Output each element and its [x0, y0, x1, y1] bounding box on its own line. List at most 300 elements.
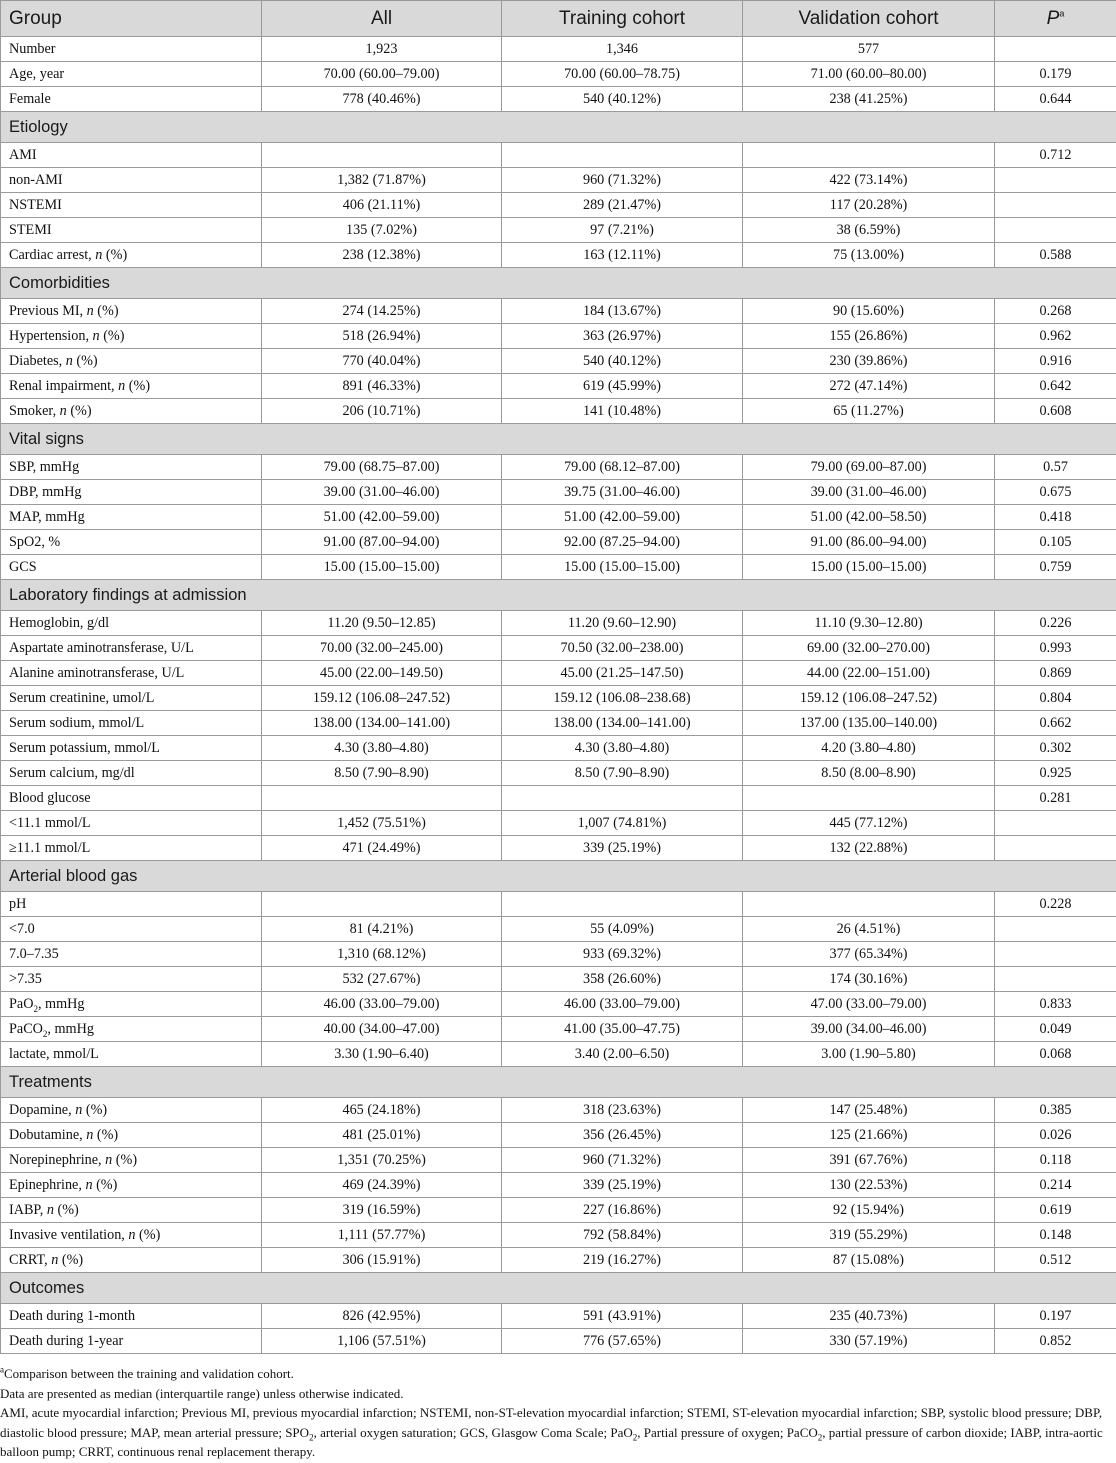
table-row	[1, 143, 1116, 168]
section-label: Treatments	[1, 1067, 1116, 1098]
col-header-all: All	[262, 1, 502, 37]
table-row	[1, 555, 1116, 580]
table-row	[1, 87, 1116, 112]
row-label-text: Invasive ventilation,	[9, 1226, 129, 1243]
col-header-p	[995, 1, 1116, 37]
row-label	[1, 1148, 262, 1173]
cell-validation: 69.00 (32.00–270.00)	[743, 636, 995, 661]
cell-training: 45.00 (21.25–147.50)	[502, 661, 743, 686]
cell-all: 39.00 (31.00–46.00)	[262, 480, 502, 505]
cell-all: 40.00 (34.00–47.00)	[262, 1017, 502, 1042]
row-label	[1, 1123, 262, 1148]
row-label-italic: n	[118, 377, 126, 394]
row-label-text: Age, year	[9, 65, 65, 82]
row-label	[1, 37, 262, 62]
row-label	[1, 992, 262, 1017]
row-label-text: pH	[9, 895, 27, 912]
table-row	[1, 892, 1116, 917]
row-label	[1, 455, 262, 480]
row-label-text: Hypertension,	[9, 327, 93, 344]
row-label-italic: n	[86, 302, 94, 319]
table-row	[1, 711, 1116, 736]
row-label-suffix: (%)	[53, 1201, 79, 1218]
cell-validation: 26 (4.51%)	[743, 917, 995, 942]
row-label-text: Aspartate aminotransferase, U/L	[9, 639, 194, 656]
cell-p: 0.993	[995, 636, 1116, 661]
cell-validation: 11.10 (9.30–12.80)	[743, 611, 995, 636]
cell-training: 15.00 (15.00–15.00)	[502, 555, 743, 580]
cell-validation: 137.00 (135.00–140.00)	[743, 711, 995, 736]
table-row	[1, 324, 1116, 349]
cell-training: 339 (25.19%)	[502, 836, 743, 861]
cell-training: 227 (16.86%)	[502, 1198, 743, 1223]
section-header-row	[1, 424, 1116, 455]
row-label-italic: n	[105, 1151, 113, 1168]
row-label-text: Serum sodium, mmol/L	[9, 714, 145, 731]
row-label	[1, 836, 262, 861]
cell-p: 0.962	[995, 324, 1116, 349]
row-label-italic: n	[75, 1101, 83, 1118]
table-row	[1, 505, 1116, 530]
section-header-row	[1, 112, 1116, 143]
row-label-text: Serum creatinine, umol/L	[9, 689, 155, 706]
cell-training: 11.20 (9.60–12.90)	[502, 611, 743, 636]
row-label-text: PaO	[9, 995, 34, 1012]
cell-validation: 445 (77.12%)	[743, 811, 995, 836]
table-row	[1, 1098, 1116, 1123]
cell-validation: 38 (6.59%)	[743, 218, 995, 243]
row-label	[1, 62, 262, 87]
section-header-row	[1, 1273, 1116, 1304]
row-label	[1, 243, 262, 268]
cell-training: 46.00 (33.00–79.00)	[502, 992, 743, 1017]
cell-all: 532 (27.67%)	[262, 967, 502, 992]
cell-all: 319 (16.59%)	[262, 1198, 502, 1223]
row-label-text: Serum potassium, mmol/L	[9, 739, 160, 756]
table-row	[1, 218, 1116, 243]
row-label-text: <11.1 mmol/L	[9, 814, 91, 831]
cell-training: 141 (10.48%)	[502, 399, 743, 424]
abbr-text: , Partial pressure of oxygen; PaCO	[637, 1424, 818, 1440]
cell-all: 1,351 (70.25%)	[262, 1148, 502, 1173]
cell-p: 0.385	[995, 1098, 1116, 1123]
section-header-row	[1, 1067, 1116, 1098]
cell-validation: 235 (40.73%)	[743, 1304, 995, 1329]
cell-all: 51.00 (42.00–59.00)	[262, 505, 502, 530]
abbr-text: AMI, acute myocardial infarction; Previous MI, previous myocardial infarction; NSTEMI, non-ST-elevation myocardial infarction; STEMI, ST-elevation myocardial infarction; SBP, systolic blood pressure; DBP, diastolic blood pressure; MAP, mean arterial pressure; SPO	[0, 1405, 1103, 1440]
cell-validation: 330 (57.19%)	[743, 1329, 995, 1354]
cell-all: 1,111 (57.77%)	[262, 1223, 502, 1248]
row-label	[1, 87, 262, 112]
cell-p: 0.105	[995, 530, 1116, 555]
cell-p: 0.804	[995, 686, 1116, 711]
cell-p: 0.118	[995, 1148, 1116, 1173]
cell-training: 540 (40.12%)	[502, 87, 743, 112]
cell-validation	[743, 892, 995, 917]
cell-training: 1,346	[502, 37, 743, 62]
row-label-suffix: (%)	[99, 327, 125, 344]
table-row	[1, 736, 1116, 761]
cell-all: 138.00 (134.00–141.00)	[262, 711, 502, 736]
cell-p: 0.148	[995, 1223, 1116, 1248]
table-row	[1, 1304, 1116, 1329]
row-label-suffix: , mmHg	[37, 995, 85, 1012]
cell-training: 339 (25.19%)	[502, 1173, 743, 1198]
cell-training	[502, 892, 743, 917]
cell-all: 481 (25.01%)	[262, 1123, 502, 1148]
row-label-text: Epinephrine,	[9, 1176, 86, 1193]
cell-p: 0.302	[995, 736, 1116, 761]
row-label-suffix: , mmHg	[47, 1020, 94, 1037]
cell-p: 0.281	[995, 786, 1116, 811]
row-label-italic: n	[59, 402, 67, 419]
row-label-italic: n	[95, 246, 103, 263]
cell-all: 159.12 (106.08–247.52)	[262, 686, 502, 711]
cell-all: 8.50 (7.90–8.90)	[262, 761, 502, 786]
cell-validation: 15.00 (15.00–15.00)	[743, 555, 995, 580]
cell-p: 0.869	[995, 661, 1116, 686]
table-row	[1, 786, 1116, 811]
row-label-text: GCS	[9, 558, 37, 575]
cell-all: 1,923	[262, 37, 502, 62]
section-label: Vital signs	[1, 424, 1116, 455]
row-label	[1, 661, 262, 686]
cell-all: 469 (24.39%)	[262, 1173, 502, 1198]
cell-p: 0.644	[995, 87, 1116, 112]
row-label-text: MAP, mmHg	[9, 508, 85, 525]
cell-all: 79.00 (68.75–87.00)	[262, 455, 502, 480]
row-label	[1, 1304, 262, 1329]
cell-validation: 71.00 (60.00–80.00)	[743, 62, 995, 87]
table-footnotes	[0, 1364, 1110, 1462]
cell-validation	[743, 143, 995, 168]
row-label-suffix: (%)	[82, 1101, 108, 1118]
row-label-italic: n	[85, 1176, 93, 1193]
cell-training: 933 (69.32%)	[502, 942, 743, 967]
table-row	[1, 1173, 1116, 1198]
cell-all	[262, 143, 502, 168]
cell-training: 356 (26.45%)	[502, 1123, 743, 1148]
row-label-text: Female	[9, 90, 51, 107]
cell-p	[995, 218, 1116, 243]
cell-training: 960 (71.32%)	[502, 168, 743, 193]
cell-all: 1,310 (68.12%)	[262, 942, 502, 967]
cell-validation: 159.12 (106.08–247.52)	[743, 686, 995, 711]
row-label-text: AMI	[9, 146, 37, 163]
cell-all: 46.00 (33.00–79.00)	[262, 992, 502, 1017]
row-label-text: Blood glucose	[9, 789, 91, 806]
cell-validation: 577	[743, 37, 995, 62]
cell-training: 41.00 (35.00–47.75)	[502, 1017, 743, 1042]
cell-validation: 79.00 (69.00–87.00)	[743, 455, 995, 480]
abbr-text: , arterial oxygen saturation; GCS, Glasgow Coma Scale; PaO	[313, 1424, 633, 1440]
table-row	[1, 37, 1116, 62]
cell-training: 1,007 (74.81%)	[502, 811, 743, 836]
footnote-a	[0, 1364, 1110, 1384]
cell-training: 289 (21.47%)	[502, 193, 743, 218]
p-symbol: P	[1046, 7, 1060, 29]
header-row	[1, 1, 1116, 37]
row-label-text: Death during 1-year	[9, 1332, 124, 1349]
cell-all: 3.30 (1.90–6.40)	[262, 1042, 502, 1067]
cell-p	[995, 811, 1116, 836]
col-header-validation: Validation cohort	[743, 1, 995, 37]
cell-all: 135 (7.02%)	[262, 218, 502, 243]
cell-validation: 8.50 (8.00–8.90)	[743, 761, 995, 786]
cell-p: 0.852	[995, 1329, 1116, 1354]
row-label-text: Cardiac arrest,	[9, 246, 96, 263]
cell-training: 619 (45.99%)	[502, 374, 743, 399]
cell-training: 70.50 (32.00–238.00)	[502, 636, 743, 661]
cell-p	[995, 967, 1116, 992]
table-row	[1, 636, 1116, 661]
cell-validation: 422 (73.14%)	[743, 168, 995, 193]
table-row	[1, 967, 1116, 992]
row-label-text: Diabetes,	[9, 352, 66, 369]
cell-p: 0.228	[995, 892, 1116, 917]
table-row	[1, 611, 1116, 636]
cell-all: 306 (15.91%)	[262, 1248, 502, 1273]
row-label-text: Renal impairment,	[9, 377, 119, 394]
row-label	[1, 299, 262, 324]
table-row	[1, 661, 1116, 686]
row-label	[1, 711, 262, 736]
cell-training: 960 (71.32%)	[502, 1148, 743, 1173]
table-row	[1, 1329, 1116, 1354]
row-label-italic: n	[128, 1226, 136, 1243]
row-label-text: DBP, mmHg	[9, 483, 82, 500]
cell-training: 3.40 (2.00–6.50)	[502, 1042, 743, 1067]
table-row	[1, 1198, 1116, 1223]
cell-p: 0.57	[995, 455, 1116, 480]
row-label	[1, 942, 262, 967]
row-label-text: Death during 1-month	[9, 1307, 136, 1324]
footnote-a-text: Comparison between the training and validation cohort.	[4, 1366, 294, 1381]
row-label	[1, 1248, 262, 1273]
row-label	[1, 1098, 262, 1123]
cell-all: 11.20 (9.50–12.85)	[262, 611, 502, 636]
cell-p	[995, 917, 1116, 942]
cell-validation: 3.00 (1.90–5.80)	[743, 1042, 995, 1067]
table-row	[1, 1042, 1116, 1067]
section-header-row	[1, 268, 1116, 299]
table-row	[1, 917, 1116, 942]
cell-validation: 272 (47.14%)	[743, 374, 995, 399]
cell-all: 238 (12.38%)	[262, 243, 502, 268]
cell-validation: 44.00 (22.00–151.00)	[743, 661, 995, 686]
cell-training: 70.00 (60.00–78.75)	[502, 62, 743, 87]
row-label	[1, 193, 262, 218]
cell-p: 0.214	[995, 1173, 1116, 1198]
row-label-suffix: (%)	[66, 402, 92, 419]
cell-p: 0.179	[995, 62, 1116, 87]
cell-validation: 132 (22.88%)	[743, 836, 995, 861]
cell-validation: 39.00 (34.00–46.00)	[743, 1017, 995, 1042]
row-label-text: Alanine aminotransferase, U/L	[9, 664, 185, 681]
cell-training: 219 (16.27%)	[502, 1248, 743, 1273]
row-label	[1, 1329, 262, 1354]
cell-training: 318 (23.63%)	[502, 1098, 743, 1123]
cell-validation: 147 (25.48%)	[743, 1098, 995, 1123]
cell-p: 0.619	[995, 1198, 1116, 1223]
table-row	[1, 1123, 1116, 1148]
cell-p: 0.759	[995, 555, 1116, 580]
row-label	[1, 1198, 262, 1223]
row-label-text: SpO2, %	[9, 533, 61, 550]
cell-p	[995, 193, 1116, 218]
cell-validation: 92 (15.94%)	[743, 1198, 995, 1223]
cell-all: 45.00 (22.00–149.50)	[262, 661, 502, 686]
table-body	[1, 37, 1116, 1354]
row-label	[1, 1017, 262, 1042]
cell-p	[995, 942, 1116, 967]
row-label-text: non-AMI	[9, 171, 63, 188]
table-row	[1, 399, 1116, 424]
cell-p	[995, 168, 1116, 193]
cell-training: 358 (26.60%)	[502, 967, 743, 992]
row-label-text: NSTEMI	[9, 196, 62, 213]
cell-training: 97 (7.21%)	[502, 218, 743, 243]
cell-training: 92.00 (87.25–94.00)	[502, 530, 743, 555]
table-row	[1, 530, 1116, 555]
cell-all: 91.00 (87.00–94.00)	[262, 530, 502, 555]
abbr-text: , partial pressure of carbon dioxide; IABP, intra-aortic balloon pump; CRRT, continuous renal replacement therapy.	[0, 1424, 1103, 1459]
row-label-suffix: (%)	[92, 1176, 118, 1193]
cell-p: 0.226	[995, 611, 1116, 636]
cell-training: 163 (12.11%)	[502, 243, 743, 268]
cell-all: 1,106 (57.51%)	[262, 1329, 502, 1354]
cell-validation: 174 (30.16%)	[743, 967, 995, 992]
row-label-text: IABP,	[9, 1201, 47, 1218]
row-label-suffix: (%)	[93, 302, 119, 319]
cell-all: 406 (21.11%)	[262, 193, 502, 218]
row-label-text: Norepinephrine,	[9, 1151, 106, 1168]
cell-all: 81 (4.21%)	[262, 917, 502, 942]
cell-all: 1,452 (75.51%)	[262, 811, 502, 836]
section-label: Comorbidities	[1, 268, 1116, 299]
cell-p: 0.068	[995, 1042, 1116, 1067]
row-label	[1, 374, 262, 399]
row-label	[1, 218, 262, 243]
row-label	[1, 349, 262, 374]
row-label-subscript: 2	[42, 1028, 48, 1039]
table-row	[1, 349, 1116, 374]
row-label-text: ≥11.1 mmol/L	[9, 839, 91, 856]
cell-all: 465 (24.18%)	[262, 1098, 502, 1123]
row-label	[1, 811, 262, 836]
cell-validation: 75 (13.00%)	[743, 243, 995, 268]
section-label: Laboratory findings at admission	[1, 580, 1116, 611]
cell-p: 0.197	[995, 1304, 1116, 1329]
row-label-text: <7.0	[9, 920, 35, 937]
row-label	[1, 555, 262, 580]
p-superscript: a	[1059, 8, 1065, 19]
cell-training: 138.00 (134.00–141.00)	[502, 711, 743, 736]
cell-validation	[743, 786, 995, 811]
cell-all: 274 (14.25%)	[262, 299, 502, 324]
cell-training: 591 (43.91%)	[502, 1304, 743, 1329]
section-label: Etiology	[1, 112, 1116, 143]
row-label	[1, 143, 262, 168]
row-label-suffix: (%)	[102, 246, 128, 263]
row-label-text: 7.0–7.35	[9, 945, 59, 962]
cell-all: 518 (26.94%)	[262, 324, 502, 349]
table-row	[1, 1248, 1116, 1273]
cell-training: 540 (40.12%)	[502, 349, 743, 374]
row-label	[1, 736, 262, 761]
section-label: Arterial blood gas	[1, 861, 1116, 892]
cell-p: 0.642	[995, 374, 1116, 399]
cell-validation: 47.00 (33.00–79.00)	[743, 992, 995, 1017]
abbr-subscript: 2	[309, 1432, 314, 1443]
row-label	[1, 967, 262, 992]
cell-p: 0.925	[995, 761, 1116, 786]
cell-training: 39.75 (31.00–46.00)	[502, 480, 743, 505]
cell-training	[502, 786, 743, 811]
cell-p: 0.608	[995, 399, 1116, 424]
row-label-text: PaCO	[9, 1020, 43, 1037]
cell-training: 55 (4.09%)	[502, 917, 743, 942]
cell-validation: 155 (26.86%)	[743, 324, 995, 349]
cell-all: 70.00 (32.00–245.00)	[262, 636, 502, 661]
row-label-suffix: (%)	[93, 1126, 119, 1143]
footnote-a-marker: a	[0, 1364, 4, 1375]
row-label	[1, 505, 262, 530]
cell-validation: 377 (65.34%)	[743, 942, 995, 967]
section-header-row	[1, 580, 1116, 611]
cell-p: 0.268	[995, 299, 1116, 324]
row-label-subscript: 2	[33, 1003, 38, 1014]
row-label	[1, 1042, 262, 1067]
cell-p: 0.662	[995, 711, 1116, 736]
cell-p: 0.418	[995, 505, 1116, 530]
cell-validation: 91.00 (86.00–94.00)	[743, 530, 995, 555]
cell-all: 471 (24.49%)	[262, 836, 502, 861]
cell-validation: 4.20 (3.80–4.80)	[743, 736, 995, 761]
row-label	[1, 786, 262, 811]
table-row	[1, 836, 1116, 861]
row-label	[1, 611, 262, 636]
table-row	[1, 243, 1116, 268]
table-row	[1, 455, 1116, 480]
abbr-subscript: 2	[817, 1432, 823, 1443]
section-header-row	[1, 861, 1116, 892]
cell-training: 51.00 (42.00–59.00)	[502, 505, 743, 530]
row-label	[1, 761, 262, 786]
row-label-italic: n	[86, 1126, 94, 1143]
section-label: Outcomes	[1, 1273, 1116, 1304]
row-label-text: Smoker,	[9, 402, 60, 419]
cell-training: 776 (57.65%)	[502, 1329, 743, 1354]
cell-training: 8.50 (7.90–8.90)	[502, 761, 743, 786]
cell-validation: 90 (15.60%)	[743, 299, 995, 324]
row-label	[1, 917, 262, 942]
table-row	[1, 374, 1116, 399]
col-header-group: Group	[1, 1, 262, 37]
cell-training	[502, 143, 743, 168]
row-label-text: Hemoglobin, g/dl	[9, 614, 110, 631]
cell-all: 826 (42.95%)	[262, 1304, 502, 1329]
row-label	[1, 686, 262, 711]
row-label-italic: n	[92, 327, 100, 344]
cell-validation: 130 (22.53%)	[743, 1173, 995, 1198]
table-row	[1, 942, 1116, 967]
cell-p	[995, 836, 1116, 861]
row-label	[1, 324, 262, 349]
cell-training: 363 (26.97%)	[502, 324, 743, 349]
cell-all: 4.30 (3.80–4.80)	[262, 736, 502, 761]
cell-validation: 230 (39.86%)	[743, 349, 995, 374]
